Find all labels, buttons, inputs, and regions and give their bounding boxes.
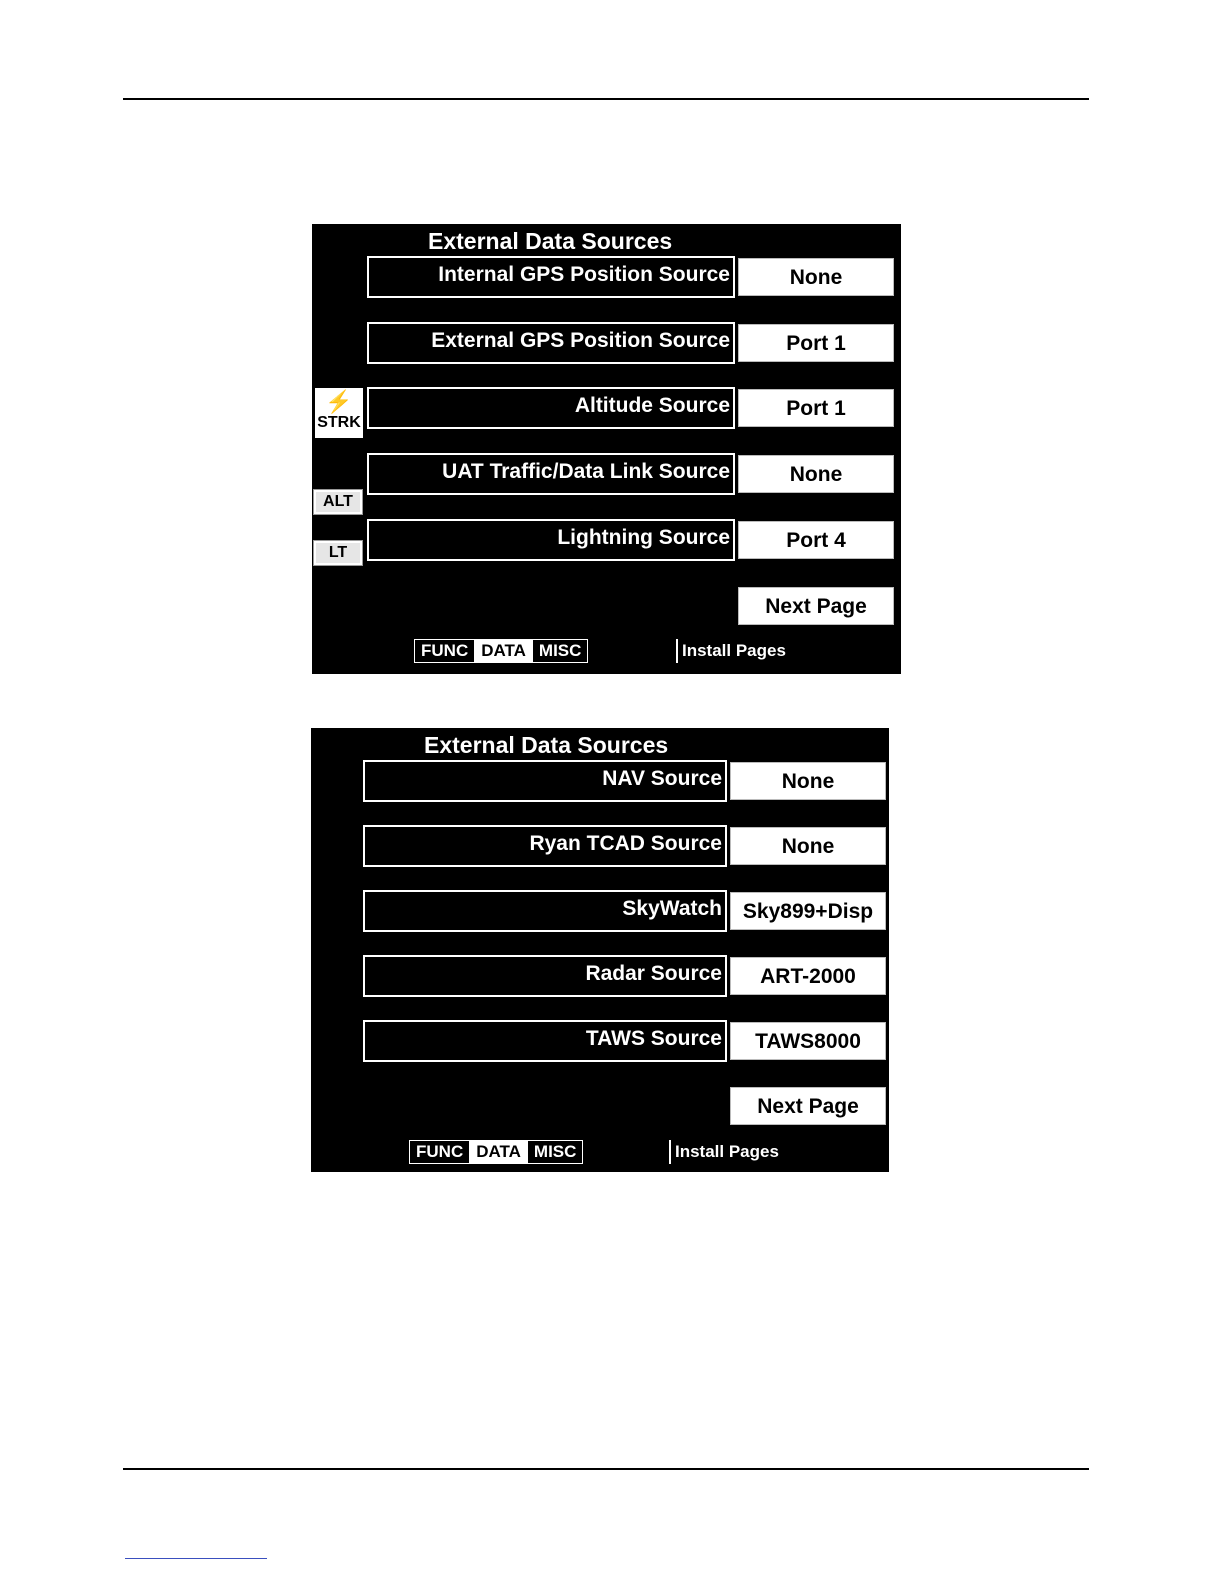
install-pages-label: Install Pages bbox=[669, 1140, 779, 1164]
taws-source-label: TAWS Source bbox=[363, 1020, 727, 1062]
page-title: External Data Sources bbox=[424, 732, 669, 758]
skywatch-button[interactable]: Sky899+Disp bbox=[730, 892, 886, 930]
lightning-source-label: Lightning Source bbox=[367, 519, 735, 561]
footnote-rule bbox=[125, 1558, 267, 1559]
next-page-button[interactable]: Next Page bbox=[730, 1087, 886, 1125]
radar-source-button[interactable]: ART-2000 bbox=[730, 957, 886, 995]
lt-button[interactable]: LT bbox=[314, 541, 362, 565]
nav-source-label: NAV Source bbox=[363, 760, 727, 802]
tab-data[interactable]: DATA bbox=[475, 640, 533, 662]
strk-label: STRK bbox=[317, 414, 361, 431]
external-gps-position-source-button[interactable]: Port 1 bbox=[738, 324, 894, 362]
altitude-source-button[interactable]: Port 1 bbox=[738, 389, 894, 427]
internal-gps-position-source-button[interactable]: None bbox=[738, 258, 894, 296]
tab-func[interactable]: FUNC bbox=[415, 640, 475, 662]
external-data-sources-screen-1 bbox=[312, 224, 901, 674]
strk-button[interactable] bbox=[315, 388, 363, 438]
install-pages-label: Install Pages bbox=[676, 639, 786, 663]
next-page-button[interactable]: Next Page bbox=[738, 587, 894, 625]
lightning-source-button[interactable]: Port 4 bbox=[738, 521, 894, 559]
tab-func[interactable]: FUNC bbox=[410, 1141, 470, 1163]
skywatch-label: SkyWatch bbox=[363, 890, 727, 932]
tab-misc[interactable]: MISC bbox=[528, 1141, 583, 1163]
radar-source-label: Radar Source bbox=[363, 955, 727, 997]
page-title: External Data Sources bbox=[428, 228, 673, 254]
lightning-bolt-icon: ⚡ bbox=[325, 389, 353, 414]
tab-bar bbox=[409, 1140, 583, 1164]
internal-gps-position-source-label: Internal GPS Position Source bbox=[367, 256, 735, 298]
alt-button[interactable]: ALT bbox=[314, 490, 362, 514]
tab-data[interactable]: DATA bbox=[470, 1141, 528, 1163]
tab-bar bbox=[414, 639, 588, 663]
footer-rule bbox=[123, 1468, 1089, 1470]
altitude-source-label: Altitude Source bbox=[367, 387, 735, 429]
nav-source-button[interactable]: None bbox=[730, 762, 886, 800]
taws-source-button[interactable]: TAWS8000 bbox=[730, 1022, 886, 1060]
external-gps-position-source-label: External GPS Position Source bbox=[367, 322, 735, 364]
header-rule bbox=[123, 98, 1089, 100]
ryan-tcad-source-button[interactable]: None bbox=[730, 827, 886, 865]
ryan-tcad-source-label: Ryan TCAD Source bbox=[363, 825, 727, 867]
tab-misc[interactable]: MISC bbox=[533, 640, 588, 662]
external-data-sources-screen-2 bbox=[311, 728, 889, 1172]
uat-traffic-data-link-source-label: UAT Traffic/Data Link Source bbox=[367, 453, 735, 495]
uat-traffic-data-link-source-button[interactable]: None bbox=[738, 455, 894, 493]
